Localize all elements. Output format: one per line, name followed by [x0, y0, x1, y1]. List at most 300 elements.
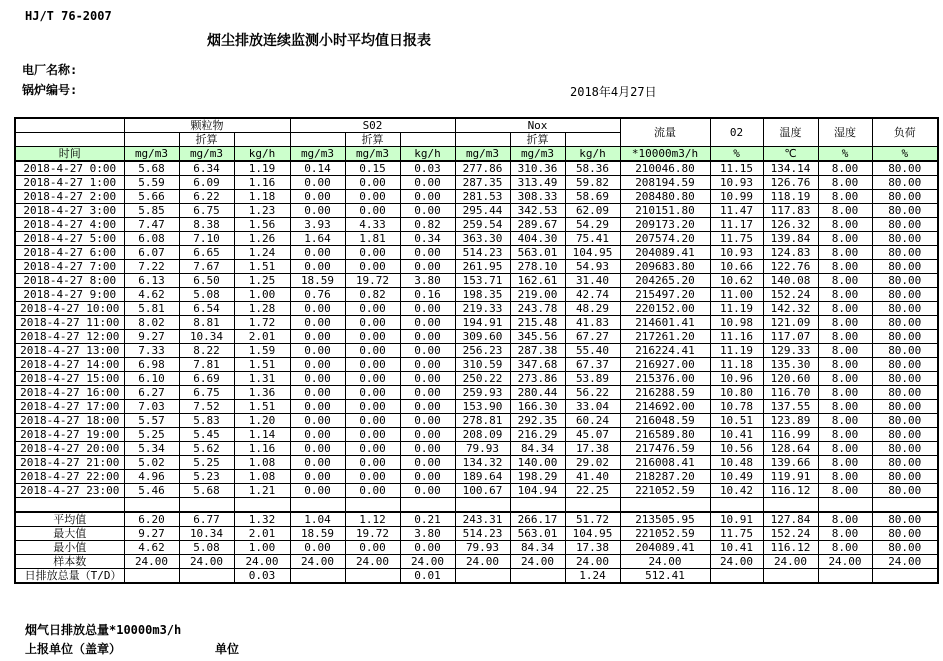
value-cell: 118.19 [763, 190, 818, 204]
value-cell: 8.00 [818, 470, 872, 484]
value-cell: 80.00 [872, 372, 938, 386]
value-cell: 0.00 [290, 176, 345, 190]
value-cell: 220152.00 [620, 302, 710, 316]
value-cell: 0.00 [400, 428, 455, 442]
blank-cell [400, 498, 455, 513]
unit-header: mg/m3 [179, 147, 234, 162]
value-cell: 1.20 [234, 414, 290, 428]
value-cell: 1.51 [234, 400, 290, 414]
value-cell: 0.00 [345, 204, 400, 218]
value-cell: 100.67 [455, 484, 510, 498]
value-cell: 10.42 [710, 484, 763, 498]
value-cell: 0.00 [400, 358, 455, 372]
value-cell: 8.02 [124, 316, 179, 330]
value-cell: 1.19 [234, 161, 290, 176]
value-cell: 10.93 [710, 246, 763, 260]
value-cell: 7.10 [179, 232, 234, 246]
value-cell: 122.76 [763, 260, 818, 274]
unit-label: 单位 [215, 642, 240, 656]
value-cell: 5.57 [124, 414, 179, 428]
value-cell: 5.45 [179, 428, 234, 442]
value-cell: 5.25 [124, 428, 179, 442]
value-cell: 80.00 [872, 470, 938, 484]
temp-header: 温度 [763, 118, 818, 147]
value-cell: 216.29 [510, 428, 565, 442]
blank-cell [872, 498, 938, 513]
value-cell: 104.94 [510, 484, 565, 498]
summary-value-cell: 79.93 [455, 541, 510, 555]
time-cell: 2018-4-27 16:00 [15, 386, 124, 400]
value-cell: 11.75 [710, 232, 763, 246]
value-cell: 41.83 [565, 316, 620, 330]
summary-value-cell: 24.00 [818, 555, 872, 569]
value-cell: 67.37 [565, 358, 620, 372]
value-cell: 198.29 [510, 470, 565, 484]
value-cell: 10.48 [710, 456, 763, 470]
data-row [15, 358, 938, 372]
time-cell: 2018-4-27 19:00 [15, 428, 124, 442]
value-cell: 209683.80 [620, 260, 710, 274]
o2-header: 02 [710, 118, 763, 147]
summary-value-cell [179, 569, 234, 584]
value-cell: 5.83 [179, 414, 234, 428]
value-cell: 0.00 [345, 428, 400, 442]
summary-value-cell: 9.27 [124, 527, 179, 541]
value-cell: 345.56 [510, 330, 565, 344]
summary-value-cell: 24.00 [179, 555, 234, 569]
value-cell: 216048.59 [620, 414, 710, 428]
value-cell: 5.59 [124, 176, 179, 190]
value-cell: 210046.80 [620, 161, 710, 176]
summary-value-cell: 1.12 [345, 512, 400, 527]
value-cell: 5.25 [179, 456, 234, 470]
unit-header: *10000m3/h [620, 147, 710, 162]
summary-value-cell: 5.08 [179, 541, 234, 555]
summary-value-cell: 514.23 [455, 527, 510, 541]
value-cell: 208194.59 [620, 176, 710, 190]
time-cell: 2018-4-27 1:00 [15, 176, 124, 190]
value-cell: 0.00 [400, 484, 455, 498]
value-cell: 8.00 [818, 484, 872, 498]
time-cell: 2018-4-27 12:00 [15, 330, 124, 344]
time-cell: 2018-4-27 20:00 [15, 442, 124, 456]
time-cell: 2018-4-27 23:00 [15, 484, 124, 498]
value-cell: 8.00 [818, 316, 872, 330]
summary-value-cell [345, 569, 400, 584]
value-cell: 134.14 [763, 161, 818, 176]
value-cell: 80.00 [872, 414, 938, 428]
value-cell: 58.69 [565, 190, 620, 204]
data-row [15, 456, 938, 470]
value-cell: 0.00 [400, 176, 455, 190]
summary-value-cell: 8.00 [818, 512, 872, 527]
value-cell: 216927.00 [620, 358, 710, 372]
value-cell: 0.00 [290, 302, 345, 316]
value-cell: 80.00 [872, 358, 938, 372]
value-cell: 0.00 [290, 358, 345, 372]
summary-value-cell: 0.03 [234, 569, 290, 584]
value-cell: 11.19 [710, 344, 763, 358]
value-cell: 6.54 [179, 302, 234, 316]
value-cell: 0.00 [290, 260, 345, 274]
value-cell: 62.09 [565, 204, 620, 218]
summary-value-cell: 6.77 [179, 512, 234, 527]
data-row [15, 274, 938, 288]
summary-value-cell: 24.00 [455, 555, 510, 569]
value-cell: 10.80 [710, 386, 763, 400]
value-cell: 152.24 [763, 288, 818, 302]
value-cell: 5.34 [124, 442, 179, 456]
value-cell: 0.14 [290, 161, 345, 176]
summary-value-cell: 80.00 [872, 527, 938, 541]
value-cell: 8.00 [818, 246, 872, 260]
value-cell: 11.17 [710, 218, 763, 232]
value-cell: 10.98 [710, 316, 763, 330]
value-cell: 10.62 [710, 274, 763, 288]
value-cell: 216008.41 [620, 456, 710, 470]
value-cell: 404.30 [510, 232, 565, 246]
time-cell: 2018-4-27 21:00 [15, 456, 124, 470]
value-cell: 6.10 [124, 372, 179, 386]
value-cell: 104.95 [565, 246, 620, 260]
value-cell: 2.01 [234, 330, 290, 344]
summary-value-cell: 24.00 [400, 555, 455, 569]
value-cell: 137.55 [763, 400, 818, 414]
value-cell: 1.08 [234, 456, 290, 470]
value-cell: 0.00 [400, 190, 455, 204]
value-cell: 67.27 [565, 330, 620, 344]
value-cell: 261.95 [455, 260, 510, 274]
value-cell: 11.47 [710, 204, 763, 218]
value-cell: 0.00 [345, 358, 400, 372]
summary-value-cell: 24.00 [620, 555, 710, 569]
value-cell: 0.00 [400, 442, 455, 456]
value-cell: 31.40 [565, 274, 620, 288]
data-row [15, 246, 938, 260]
value-cell: 210151.80 [620, 204, 710, 218]
summary-value-cell [710, 569, 763, 584]
value-cell: 0.00 [400, 204, 455, 218]
header-group-row [15, 118, 938, 133]
value-cell: 280.44 [510, 386, 565, 400]
summary-value-cell: 563.01 [510, 527, 565, 541]
time-cell: 2018-4-27 11:00 [15, 316, 124, 330]
value-cell: 289.67 [510, 218, 565, 232]
value-cell: 8.38 [179, 218, 234, 232]
value-cell: 287.35 [455, 176, 510, 190]
value-cell: 1.23 [234, 204, 290, 218]
summary-label: 样本数 [15, 555, 124, 569]
time-cell: 2018-4-27 9:00 [15, 288, 124, 302]
value-cell: 80.00 [872, 442, 938, 456]
value-cell: 8.00 [818, 288, 872, 302]
value-cell: 0.00 [345, 344, 400, 358]
time-cell: 2018-4-27 4:00 [15, 218, 124, 232]
value-cell: 0.00 [345, 372, 400, 386]
value-cell: 0.16 [400, 288, 455, 302]
value-cell: 56.22 [565, 386, 620, 400]
value-cell: 189.64 [455, 470, 510, 484]
blank-cell [234, 498, 290, 513]
data-row [15, 218, 938, 232]
value-cell: 1.14 [234, 428, 290, 442]
value-cell: 1.72 [234, 316, 290, 330]
value-cell: 48.29 [565, 302, 620, 316]
value-cell: 216589.80 [620, 428, 710, 442]
value-cell: 8.00 [818, 372, 872, 386]
value-cell: 19.72 [345, 274, 400, 288]
value-cell: 142.32 [763, 302, 818, 316]
value-cell: 134.32 [455, 456, 510, 470]
value-cell: 0.76 [290, 288, 345, 302]
unit-header: ℃ [763, 147, 818, 162]
value-cell: 6.75 [179, 204, 234, 218]
value-cell: 313.49 [510, 176, 565, 190]
value-cell: 216288.59 [620, 386, 710, 400]
value-cell: 5.23 [179, 470, 234, 484]
value-cell: 208.09 [455, 428, 510, 442]
summary-value-cell: 19.72 [345, 527, 400, 541]
value-cell: 563.01 [510, 246, 565, 260]
value-cell: 1.16 [234, 442, 290, 456]
summary-value-cell: 17.38 [565, 541, 620, 555]
data-row [15, 372, 938, 386]
value-cell: 1.64 [290, 232, 345, 246]
value-cell: 80.00 [872, 246, 938, 260]
units-row [15, 147, 938, 162]
summary-value-cell: 0.21 [400, 512, 455, 527]
summary-value-cell: 3.80 [400, 527, 455, 541]
value-cell: 8.22 [179, 344, 234, 358]
summary-value-cell: 2.01 [234, 527, 290, 541]
value-cell: 194.91 [455, 316, 510, 330]
value-cell: 117.07 [763, 330, 818, 344]
value-cell: 204089.41 [620, 246, 710, 260]
summary-value-cell: 10.34 [179, 527, 234, 541]
value-cell: 80.00 [872, 218, 938, 232]
value-cell: 140.08 [763, 274, 818, 288]
unit-header: mg/m3 [510, 147, 565, 162]
value-cell: 6.08 [124, 232, 179, 246]
time-cell: 2018-4-27 2:00 [15, 190, 124, 204]
value-cell: 8.00 [818, 232, 872, 246]
summary-value-cell: 80.00 [872, 541, 938, 555]
summary-row [15, 512, 938, 527]
summary-value-cell [872, 569, 938, 584]
monitoring-table [14, 117, 939, 584]
value-cell: 80.00 [872, 232, 938, 246]
value-cell: 347.68 [510, 358, 565, 372]
value-cell: 5.46 [124, 484, 179, 498]
value-cell: 6.50 [179, 274, 234, 288]
value-cell: 0.00 [400, 456, 455, 470]
summary-value-cell: 24.00 [710, 555, 763, 569]
summary-row [15, 555, 938, 569]
blank-cell [179, 498, 234, 513]
summary-value-cell: 6.20 [124, 512, 179, 527]
blank-cell [400, 133, 455, 147]
value-cell: 0.00 [290, 428, 345, 442]
value-cell: 0.15 [345, 161, 400, 176]
summary-value-cell: 8.00 [818, 541, 872, 555]
value-cell: 10.66 [710, 260, 763, 274]
unit-header: mg/m3 [290, 147, 345, 162]
value-cell: 5.68 [124, 161, 179, 176]
summary-value-cell: 18.59 [290, 527, 345, 541]
summary-value-cell: 10.91 [710, 512, 763, 527]
value-cell: 0.00 [290, 190, 345, 204]
pm-group-header: 颗粒物 [124, 118, 290, 133]
data-row [15, 428, 938, 442]
boiler-number-label: 锅炉编号: [22, 83, 78, 97]
value-cell: 0.00 [400, 400, 455, 414]
value-cell: 11.19 [710, 302, 763, 316]
value-cell: 80.00 [872, 484, 938, 498]
doc-code: HJ/T 76-2007 [25, 9, 112, 23]
summary-value-cell [455, 569, 510, 584]
value-cell: 60.24 [565, 414, 620, 428]
value-cell: 80.00 [872, 288, 938, 302]
value-cell: 8.00 [818, 330, 872, 344]
value-cell: 0.00 [345, 456, 400, 470]
unit-header: % [872, 147, 938, 162]
blank-cell [345, 498, 400, 513]
value-cell: 6.98 [124, 358, 179, 372]
value-cell: 219.33 [455, 302, 510, 316]
summary-value-cell: 152.24 [763, 527, 818, 541]
value-cell: 217261.20 [620, 330, 710, 344]
value-cell: 54.29 [565, 218, 620, 232]
value-cell: 0.00 [345, 330, 400, 344]
time-cell: 2018-4-27 10:00 [15, 302, 124, 316]
summary-value-cell: 24.00 [290, 555, 345, 569]
value-cell: 3.93 [290, 218, 345, 232]
value-cell: 8.00 [818, 218, 872, 232]
value-cell: 0.00 [345, 386, 400, 400]
value-cell: 80.00 [872, 316, 938, 330]
value-cell: 5.81 [124, 302, 179, 316]
data-row [15, 344, 938, 358]
unit-header: mg/m3 [345, 147, 400, 162]
nox-group-header: Nox [455, 118, 620, 133]
value-cell: 214601.41 [620, 316, 710, 330]
unit-header: mg/m3 [124, 147, 179, 162]
unit-header: mg/m3 [455, 147, 510, 162]
value-cell: 6.27 [124, 386, 179, 400]
so2-converted-header: 折算 [345, 133, 400, 147]
value-cell: 6.09 [179, 176, 234, 190]
summary-value-cell: 80.00 [872, 512, 938, 527]
blank-cell [124, 498, 179, 513]
value-cell: 8.00 [818, 400, 872, 414]
value-cell: 8.00 [818, 176, 872, 190]
value-cell: 0.00 [400, 316, 455, 330]
value-cell: 0.00 [400, 330, 455, 344]
value-cell: 135.30 [763, 358, 818, 372]
value-cell: 80.00 [872, 428, 938, 442]
value-cell: 10.96 [710, 372, 763, 386]
humidity-header: 湿度 [818, 118, 872, 147]
time-cell: 2018-4-27 17:00 [15, 400, 124, 414]
summary-value-cell: 243.31 [455, 512, 510, 527]
value-cell: 6.69 [179, 372, 234, 386]
value-cell: 59.82 [565, 176, 620, 190]
value-cell: 126.32 [763, 218, 818, 232]
value-cell: 1.51 [234, 358, 290, 372]
value-cell: 8.00 [818, 260, 872, 274]
value-cell: 287.38 [510, 344, 565, 358]
value-cell: 4.62 [124, 288, 179, 302]
value-cell: 259.93 [455, 386, 510, 400]
value-cell: 7.33 [124, 344, 179, 358]
summary-value-cell: 24.00 [565, 555, 620, 569]
value-cell: 310.36 [510, 161, 565, 176]
data-row [15, 260, 938, 274]
summary-value-cell: 1.00 [234, 541, 290, 555]
value-cell: 0.00 [290, 442, 345, 456]
value-cell: 33.04 [565, 400, 620, 414]
value-cell: 8.00 [818, 358, 872, 372]
summary-row [15, 541, 938, 555]
value-cell: 0.82 [400, 218, 455, 232]
value-cell: 0.00 [345, 176, 400, 190]
value-cell: 277.86 [455, 161, 510, 176]
time-cell: 2018-4-27 18:00 [15, 414, 124, 428]
blank-cell [818, 498, 872, 513]
value-cell: 116.12 [763, 484, 818, 498]
value-cell: 0.00 [290, 414, 345, 428]
value-cell: 8.00 [818, 414, 872, 428]
value-cell: 1.24 [234, 246, 290, 260]
summary-value-cell: 24.00 [510, 555, 565, 569]
value-cell: 198.35 [455, 288, 510, 302]
data-row [15, 400, 938, 414]
unit-header: % [818, 147, 872, 162]
value-cell: 1.18 [234, 190, 290, 204]
value-cell: 80.00 [872, 330, 938, 344]
summary-value-cell: 0.00 [345, 541, 400, 555]
summary-label: 最小值 [15, 541, 124, 555]
value-cell: 8.00 [818, 190, 872, 204]
summary-value-cell: 204089.41 [620, 541, 710, 555]
value-cell: 0.00 [400, 372, 455, 386]
blank-cell [565, 498, 620, 513]
flue-gas-total-label: 烟气日排放总量*10000m3/h [25, 623, 182, 637]
summary-value-cell: 0.00 [290, 541, 345, 555]
value-cell: 214692.00 [620, 400, 710, 414]
blank-cell [455, 133, 510, 147]
value-cell: 0.00 [345, 400, 400, 414]
time-cell: 2018-4-27 6:00 [15, 246, 124, 260]
value-cell: 5.02 [124, 456, 179, 470]
value-cell: 0.00 [290, 386, 345, 400]
value-cell: 10.78 [710, 400, 763, 414]
value-cell: 1.25 [234, 274, 290, 288]
value-cell: 217476.59 [620, 442, 710, 456]
value-cell: 129.33 [763, 344, 818, 358]
summary-value-cell: 10.41 [710, 541, 763, 555]
empty-row [15, 498, 938, 513]
value-cell: 6.13 [124, 274, 179, 288]
value-cell: 0.00 [290, 400, 345, 414]
data-row [15, 330, 938, 344]
value-cell: 79.93 [455, 442, 510, 456]
unit-header: % [710, 147, 763, 162]
blank-cell [15, 498, 124, 513]
page-title: 烟尘排放连续监测小时平均值日报表 [207, 33, 431, 49]
value-cell: 10.34 [179, 330, 234, 344]
value-cell: 10.49 [710, 470, 763, 484]
